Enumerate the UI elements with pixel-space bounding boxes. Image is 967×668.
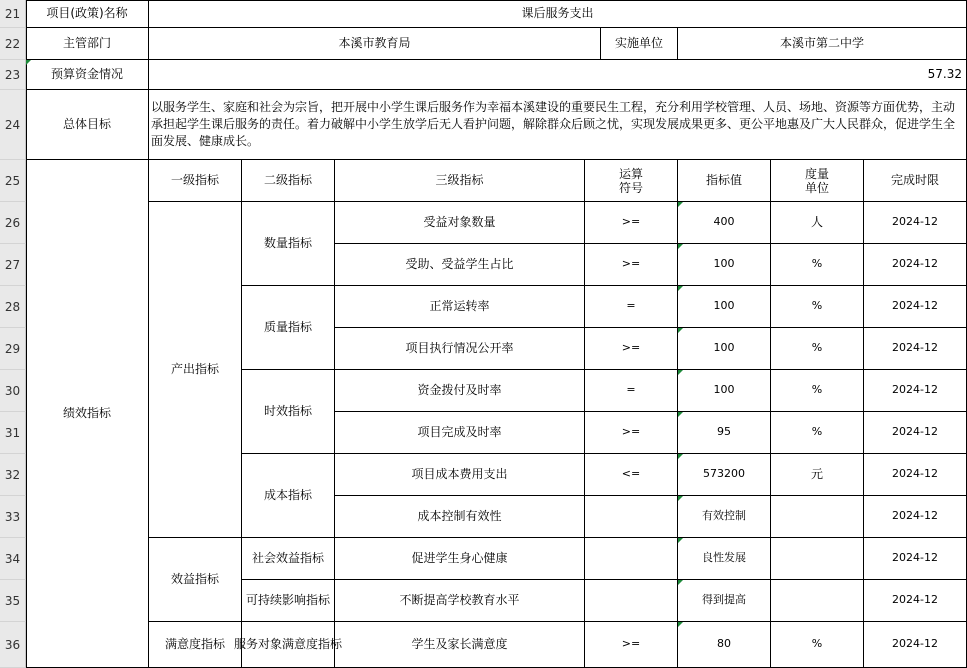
row-header-27[interactable]: 27 bbox=[0, 244, 26, 286]
indicator-name[interactable]: 项目完成及时率 bbox=[335, 412, 585, 454]
department-label[interactable]: 主管部门 bbox=[26, 28, 149, 60]
indicator-name[interactable]: 正常运转率 bbox=[335, 286, 585, 328]
indicator-unit[interactable]: % bbox=[771, 370, 864, 412]
indicator-unit[interactable]: % bbox=[771, 244, 864, 286]
indicator-operator[interactable]: >= bbox=[585, 412, 678, 454]
indicator-unit[interactable] bbox=[771, 580, 864, 622]
row-header-21[interactable]: 21 bbox=[0, 0, 26, 28]
indicator-value[interactable]: 95 bbox=[678, 412, 771, 454]
implementing-unit-value[interactable]: 本溪市第二中学 bbox=[678, 28, 967, 60]
overall-goal-text[interactable]: 以服务学生、家庭和社会为宗旨，把开展中小学生课后服务作为幸福本溪建设的重要民生工程，充分利用学校管理、人员、场地、资源等方面优势，主动承担起学生课后服务的责任。着力破解中小学生放学后无人看护问题，解除群众后顾之忧，实现发展成果更多、更公平地惠及广大人民群众，促进学生全面发展、健康成长。 bbox=[149, 90, 967, 160]
indicator-unit[interactable]: 元 bbox=[771, 454, 864, 496]
indicator-deadline[interactable]: 2024-12 bbox=[864, 412, 967, 454]
level2-social[interactable]: 社会效益指标 bbox=[242, 538, 335, 580]
level2-sustainable[interactable]: 可持续影响指标 bbox=[242, 580, 335, 622]
level2-quality[interactable]: 质量指标 bbox=[242, 286, 335, 370]
row-header-32[interactable]: 32 bbox=[0, 454, 26, 496]
header-level3[interactable]: 三级指标 bbox=[335, 160, 585, 202]
level1-benefit[interactable]: 效益指标 bbox=[149, 538, 242, 622]
budget-label[interactable]: 预算资金情况 bbox=[26, 60, 149, 90]
indicator-deadline[interactable]: 2024-12 bbox=[864, 202, 967, 244]
level2-service-satisfaction[interactable]: 服务对象满意度指标 bbox=[242, 622, 335, 668]
indicator-deadline[interactable]: 2024-12 bbox=[864, 328, 967, 370]
budget-value[interactable]: 57.32 bbox=[149, 60, 967, 90]
indicator-unit[interactable]: % bbox=[771, 328, 864, 370]
row-header-29[interactable]: 29 bbox=[0, 328, 26, 370]
indicator-operator[interactable] bbox=[585, 538, 678, 580]
level2-timeliness[interactable]: 时效指标 bbox=[242, 370, 335, 454]
implementing-unit-label[interactable]: 实施单位 bbox=[601, 28, 678, 60]
row-header-26[interactable]: 26 bbox=[0, 202, 26, 244]
indicator-deadline[interactable]: 2024-12 bbox=[864, 370, 967, 412]
row-header-35[interactable]: 35 bbox=[0, 580, 26, 622]
indicator-deadline[interactable]: 2024-12 bbox=[864, 286, 967, 328]
project-name-value[interactable]: 课后服务支出 bbox=[149, 0, 967, 28]
indicator-name[interactable]: 资金拨付及时率 bbox=[335, 370, 585, 412]
indicator-name[interactable]: 学生及家长满意度 bbox=[335, 622, 585, 668]
indicator-name[interactable]: 受助、受益学生占比 bbox=[335, 244, 585, 286]
row-header-36[interactable]: 36 bbox=[0, 622, 26, 668]
indicator-deadline[interactable]: 2024-12 bbox=[864, 454, 967, 496]
row-header-34[interactable]: 34 bbox=[0, 538, 26, 580]
level1-output[interactable]: 产出指标 bbox=[149, 202, 242, 538]
indicator-operator[interactable]: >= bbox=[585, 202, 678, 244]
row-header-23[interactable]: 23 bbox=[0, 60, 26, 90]
performance-indicators-label[interactable]: 绩效指标 bbox=[26, 160, 149, 668]
indicator-value[interactable]: 80 bbox=[678, 622, 771, 668]
department-value[interactable]: 本溪市教育局 bbox=[149, 28, 601, 60]
indicator-value[interactable]: 良性发展 bbox=[678, 538, 771, 580]
indicator-value[interactable]: 100 bbox=[678, 328, 771, 370]
indicator-value[interactable]: 573200 bbox=[678, 454, 771, 496]
indicator-unit[interactable]: % bbox=[771, 412, 864, 454]
header-deadline[interactable]: 完成时限 bbox=[864, 160, 967, 202]
indicator-operator[interactable] bbox=[585, 580, 678, 622]
indicator-unit[interactable] bbox=[771, 496, 864, 538]
level2-cost[interactable]: 成本指标 bbox=[242, 454, 335, 538]
indicator-value[interactable]: 100 bbox=[678, 244, 771, 286]
indicator-deadline[interactable]: 2024-12 bbox=[864, 580, 967, 622]
indicator-deadline[interactable]: 2024-12 bbox=[864, 496, 967, 538]
indicator-name[interactable]: 项目执行情况公开率 bbox=[335, 328, 585, 370]
indicator-name[interactable]: 促进学生身心健康 bbox=[335, 538, 585, 580]
indicator-operator[interactable] bbox=[585, 496, 678, 538]
row-header-33[interactable]: 33 bbox=[0, 496, 26, 538]
indicator-unit[interactable] bbox=[771, 538, 864, 580]
indicator-unit[interactable]: % bbox=[771, 622, 864, 668]
indicator-name[interactable]: 不断提高学校教育水平 bbox=[335, 580, 585, 622]
overall-goal-label[interactable]: 总体目标 bbox=[26, 90, 149, 160]
indicator-operator[interactable]: >= bbox=[585, 328, 678, 370]
indicator-deadline[interactable]: 2024-12 bbox=[864, 538, 967, 580]
row-header-24[interactable]: 24 bbox=[0, 90, 26, 160]
indicator-operator[interactable]: >= bbox=[585, 244, 678, 286]
indicator-deadline[interactable]: 2024-12 bbox=[864, 622, 967, 668]
indicator-operator[interactable]: <= bbox=[585, 454, 678, 496]
indicator-name[interactable]: 受益对象数量 bbox=[335, 202, 585, 244]
indicator-operator[interactable]: = bbox=[585, 286, 678, 328]
indicator-value[interactable]: 100 bbox=[678, 370, 771, 412]
indicator-operator[interactable]: >= bbox=[585, 622, 678, 668]
indicator-value[interactable]: 有效控制 bbox=[678, 496, 771, 538]
project-name-label[interactable]: 项目(政策)名称 bbox=[26, 0, 149, 28]
row-header-31[interactable]: 31 bbox=[0, 412, 26, 454]
indicator-value[interactable]: 400 bbox=[678, 202, 771, 244]
indicator-value[interactable]: 100 bbox=[678, 286, 771, 328]
row-header-25[interactable]: 25 bbox=[0, 160, 26, 202]
indicator-unit[interactable]: % bbox=[771, 286, 864, 328]
indicator-name[interactable]: 项目成本费用支出 bbox=[335, 454, 585, 496]
level1-satisfaction[interactable]: 满意度指标 bbox=[149, 622, 242, 668]
indicator-deadline[interactable]: 2024-12 bbox=[864, 244, 967, 286]
indicator-name[interactable]: 成本控制有效性 bbox=[335, 496, 585, 538]
row-header-28[interactable]: 28 bbox=[0, 286, 26, 328]
header-unit[interactable]: 度量 单位 bbox=[771, 160, 864, 202]
indicator-unit[interactable]: 人 bbox=[771, 202, 864, 244]
row-header-22[interactable]: 22 bbox=[0, 28, 26, 60]
header-operator[interactable]: 运算 符号 bbox=[585, 160, 678, 202]
header-level2[interactable]: 二级指标 bbox=[242, 160, 335, 202]
header-level1[interactable]: 一级指标 bbox=[149, 160, 242, 202]
level2-quantity[interactable]: 数量指标 bbox=[242, 202, 335, 286]
indicator-operator[interactable]: = bbox=[585, 370, 678, 412]
header-indicator-value[interactable]: 指标值 bbox=[678, 160, 771, 202]
row-header-30[interactable]: 30 bbox=[0, 370, 26, 412]
indicator-value[interactable]: 得到提高 bbox=[678, 580, 771, 622]
